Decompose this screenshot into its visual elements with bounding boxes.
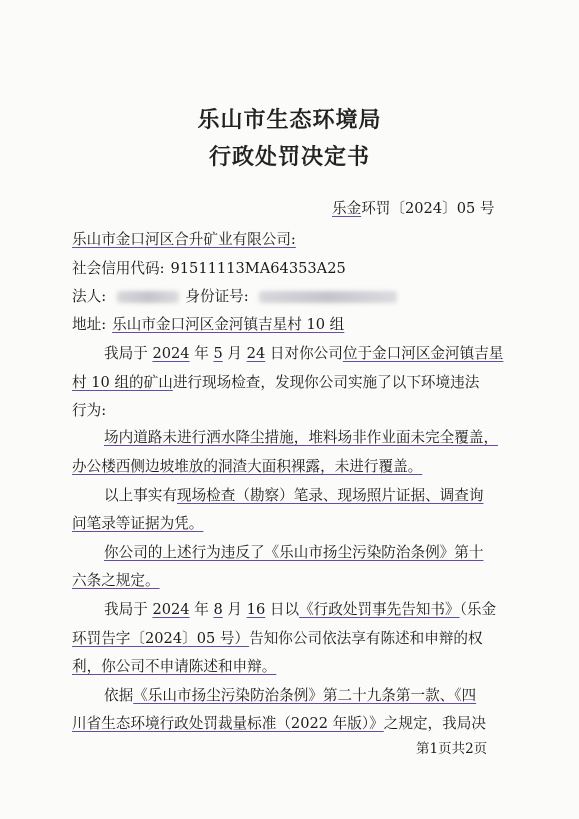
text-fragment: 川省生态环境行政处罚裁量标准（2022 年版）》 [72,715,384,732]
body-paragraph-1-line-2 [72,373,479,393]
text-fragment: 以上事实有 [104,487,177,504]
text-fragment: 月 [227,345,243,362]
notice-line-2 [72,629,483,649]
text-fragment: 环罚〔2024〕05 号 [361,200,495,217]
violation-line-1: 场内道路未进行洒水降尘措施，堆料场非作业面未完全覆盖， [104,429,499,446]
regulation-line-2: 六条之规定。 [72,572,160,589]
issuing-authority: 乐山市生态环境局 [197,107,382,133]
legal-rep-line [72,287,397,307]
text-fragment: 16 [246,601,266,618]
redacted-id [259,291,397,303]
text-fragment: 之规定，我局决 [383,715,486,732]
text-fragment: 你公司的上述行为违反了《乐山市扬尘污染防治条例》第十 [104,544,484,561]
document-type-title: 行政处罚决定书 [208,144,370,170]
text-fragment: 现场检查（勘察）笔录、现场照片证据、调查询 [176,487,484,504]
redacted-name [117,291,179,303]
text-fragment: 日以 [269,601,300,618]
text-fragment: 社会信用代码: [72,260,165,277]
text-fragment: 位于金口河区金河镇吉星 [342,345,504,362]
text-fragment: 我局于 [104,601,148,618]
page-number: 第1页共2页 [416,741,488,757]
text-fragment: 24 [246,345,266,362]
text-fragment: 日对你公司 [269,345,343,362]
text-fragment: 91511113MA64353A25 [170,260,346,277]
document-number [332,199,495,219]
text-fragment: 年 [194,601,209,618]
text-fragment: 乐山市金口河区金河镇吉星村 10 组 [112,316,345,333]
credit-code-line [72,259,346,279]
text-fragment: 月 [227,601,243,618]
text-fragment: 告知你公司依法享有陈述和申辩的权 [249,630,483,647]
notice-line-3: 利，你公司不申请陈述和申辩。 [72,658,277,675]
text-fragment: 环罚告字〔2024〕05 号） [72,630,250,647]
text-fragment: 《行政处罚事先告知书》 [299,601,460,618]
text-fragment: 地址: [72,316,107,333]
body-paragraph-1-line-3: 行为: [72,402,107,419]
text-fragment: （乐金 [459,601,497,618]
text-fragment: 我局于 [104,345,148,362]
evidence-line-2: 问笔录等证据为凭。 [72,515,204,532]
text-fragment: 年 [194,345,209,362]
evidence-line-1 [104,486,483,506]
text-fragment: 2024 [152,601,190,618]
text-fragment: 8 [213,601,223,618]
text-fragment: 法人: [72,288,107,305]
basis-line-2 [72,714,486,734]
text-fragment: 《乐山市扬尘污染防治条例》第二十九条第一款、《四 [133,687,477,704]
text-fragment: 村 10 组的矿山 [72,374,173,391]
address-line [72,315,344,335]
notice-line-1 [104,600,496,620]
body-paragraph-1-line-1 [104,344,503,364]
text-fragment: 身份证号: [185,288,249,305]
party-name: 乐山市金口河区合升矿业有限公司: [72,231,296,248]
violation-line-2: 办公楼西侧边坡堆放的洞渣大面积裸露，未进行覆盖。 [72,458,423,475]
text-fragment: 5 [213,345,223,362]
text-fragment: 依据 [104,687,134,704]
text-fragment: 2024 [152,345,190,362]
text-fragment: 进行现场检查，发现你公司实施了以下环境违法 [172,374,480,391]
regulation-line-1 [104,543,483,563]
basis-line-1 [104,686,476,706]
text-fragment: 乐金 [332,200,362,217]
